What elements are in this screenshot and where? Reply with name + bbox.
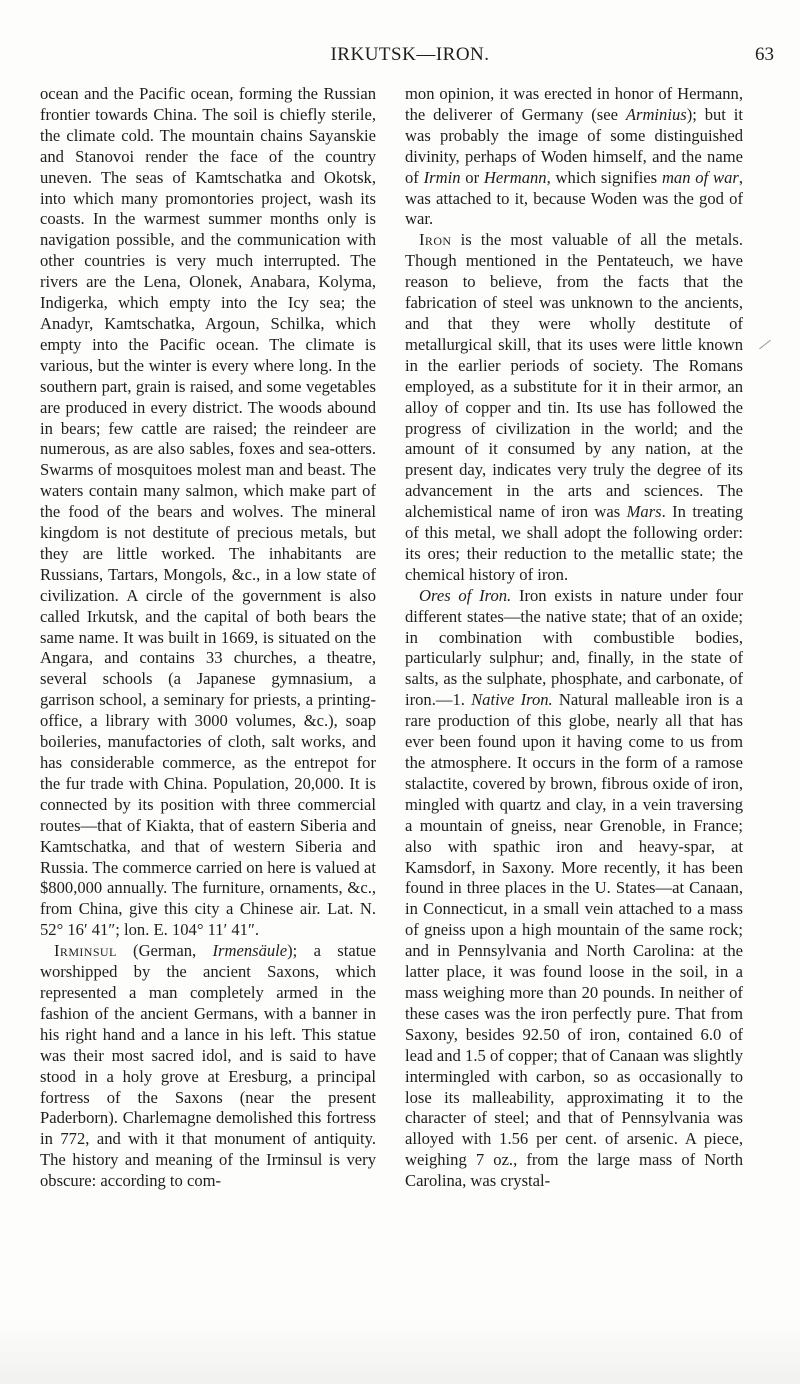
term-hermann: Hermann	[483, 167, 547, 187]
entry-headword-irminsul: Irminsul	[54, 941, 117, 961]
page-bottom-shadow	[0, 1320, 800, 1384]
entry-italic-irmensaule: Irmensäule	[212, 941, 288, 961]
entry-text: ); a statue worshipped by the ancient Saxons, which represented a man completely armed in the fashion of the ancient Germans, with a banner in his right hand and a lance in his left. This statue was their most sacred idol, and is said to have stood in a holy grove at Eresburg, a principal fortress of the Saxons (near the present Paderborn). Charlemagne demolished this fortress in 772, and with it that monument of antiquity. The history and meaning of the Irminsul is very obscure: according to com-	[40, 941, 376, 1191]
irminsul-entry-continuation	[405, 84, 743, 230]
entry-text: , was attached to it, because Woden was the god of war.	[405, 167, 743, 229]
cross-reference-arminius: Arminius	[625, 104, 687, 124]
iron-entry	[405, 230, 743, 585]
term-mars: Mars	[626, 502, 662, 522]
section-heading-ores-of-iron: Ores of Iron.	[419, 585, 512, 605]
entry-text: Natural malleable iron is a rare production of this globe, nearly all that has ever been found upon it having come to us from the atmosphere. It occurs in the form of a ramose stalactite, covered by brown, fibrous oxide of iron, mingled with quartz and clay, in a vein traversing a mountain of gneiss, near Grenoble, in France; also with spathic iron and heavy-spar, at Kamsdorf, in Saxony. More recently, it has been found in three places in the U. States—at Canaan, in Connecticut, in a small vein attached to a mass of gneiss upon a high mountain of the same rock; and in Pennsylvania and North Carolina: at the latter place, it was found loose in the soil, in a mass weighing more than 20 pounds. In neither of these cases was the iron perfectly pure. That from Saxony, besides 92.50 of iron, contained 6.0 of lead and 1.5 of copper; that of Canaan was slightly intermingled with carbon, so as occasionally to lose its malleability, approximating it to the character of steel; and that of Pennsylvania was alloyed with 1.56 per cent. of arsenic. A piece, weighing 7 oz., from the large mass of North Carolina, was crystal-	[405, 690, 743, 1191]
term-man-of-war: man of war	[661, 167, 739, 187]
entry-text: . In treating of this metal, we shall adopt the following order: its ores; their reduction to the metallic state; the chemical history of iron.	[405, 502, 743, 584]
page-number: 63	[755, 44, 774, 65]
right-column	[405, 84, 743, 1192]
left-column	[40, 84, 376, 1192]
entry-text: or	[460, 167, 484, 187]
running-head	[40, 44, 780, 74]
entry-headword-iron: Iron	[419, 230, 452, 250]
entry-text: mon opinion, it was erected in honor of Hermann, the deliverer of Germany (see	[405, 84, 743, 124]
term-irmin: Irmin	[423, 167, 461, 187]
ores-of-iron-section	[405, 586, 743, 1192]
entry-text: Iron exists in nature under four different states—the native state; that of an oxide; in combination with combustible bodies, particularly sulphur; and, finally, in the state of salts, as the sulphate, phosphate, and carbonate, of iron.—1.	[405, 585, 743, 710]
irkutsk-entry-continuation: ocean and the Pacific ocean, forming the Russian frontier towards China. The soil is chiefly sterile, the climate cold. The mountain chains Sayanskie and Stanovoi render the face of the country uneven. The seas of Kamtschatka and Okotsk, into which many promontories project, wash its coasts. In the warmest summer months only is navigation possible, and the communication with other countries is very much interrupted. The rivers are the Lena, Olonek, Anabara, Kolyma, Indigerka, which empty into the Icy sea; the Anadyr, Kamtschatka, Argoun, Schilka, which empty into the Pacific ocean. The climate is various, but the winter is every where long. In the southern part, grain is raised, and some vegetables are produced in every district. The woods abound in bears; few cattle are raised; the reindeer are numerous, as are also sables, foxes and sea-otters. Swarms of mosquitoes molest man and beast. The waters contain many salmon, which make part of the food of the bears and wolves. The mineral kingdom is not destitute of precious metals, but they are little worked. The inhabitants are Russians, Tartars, Mongols, &c., in a low state of civilization. A circle of the government is also called Irkutsk, and the capital of both bears the same name. It was built in 1669, is situated on the Angara, and contains 33 churches, a theatre, several schools (a Japanese gymnasium, a garrison school, a seminary for priests, a printing-office, a library with 3000 volumes, &c.), soap boileries, manufactories of cloth, salt works, and has considerable commerce, as the entrepot for the fur trade with China. Population, 20,000. It is connected by its position with three commercial routes—that of Kiakta, that of eastern Siberia and Kamtschatka, and that of western Siberia and Russia. The commerce carried on here is valued at $800,000 annually. The furniture, ornaments, &c., from China, give this city a Chinese air. Lat. N. 52° 16′ 41″; lon. E. 104° 11′ 41″.	[40, 84, 376, 940]
irminsul-entry	[40, 941, 376, 1192]
entry-text: ); but it was probably the image of some distinguished divinity, perhaps of Woden himself, and the name of	[405, 104, 743, 187]
entry-text: (German,	[116, 941, 213, 961]
entry-text: , which signifies	[546, 167, 662, 187]
page-title: IRKUTSK—IRON.	[330, 44, 490, 65]
margin-pencil-mark	[759, 340, 771, 349]
entry-text: is the most valuable of all the metals. Though mentioned in the Pentateuch, we have reason to believe, from the facts that the fabrication of steel was unknown to the ancients, and that they were wholly destitute of metallurgical skill, that its uses were little known in the earlier periods of society. The Romans employed, as a substitute for it in their armor, an alloy of copper and tin. Its use has followed the progress of civilization in the world; and the amount of it consumed by any nation, at the present day, indicates very truly the degree of its advancement in the arts and sciences. The alchemistical name of iron was	[405, 230, 743, 522]
subsection-heading-native-iron: Native Iron.	[471, 690, 553, 710]
